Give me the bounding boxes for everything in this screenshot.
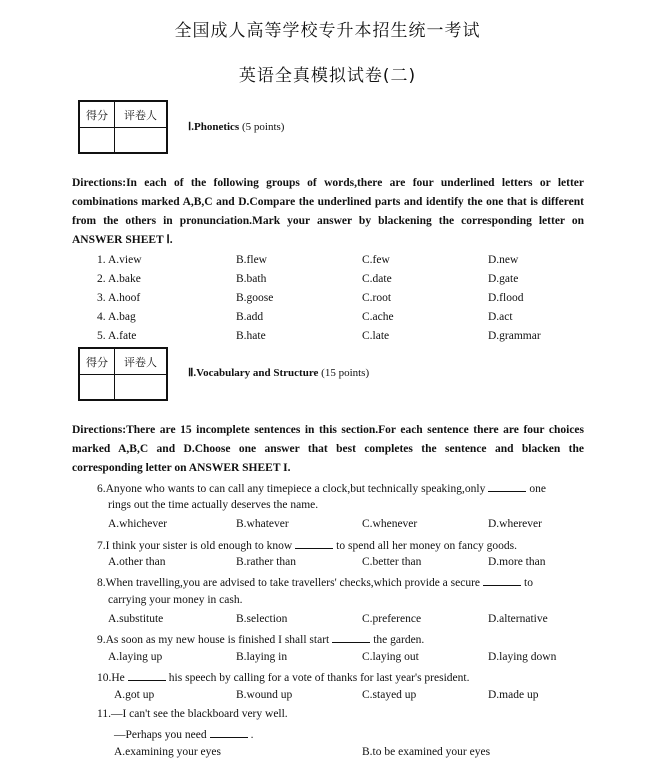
q5-option-c: C.late	[362, 330, 390, 342]
question-3-number	[97, 292, 106, 304]
answer-blank	[483, 575, 521, 586]
q1-option-a: A.view	[108, 254, 142, 266]
question-number: 4.	[97, 311, 106, 323]
question-text: 6.Anyone who wants to can call any timepiece a clock,but technically speaking,only	[97, 483, 486, 495]
q6-option-b: B.whatever	[236, 518, 289, 530]
question-7-line-1	[97, 538, 517, 552]
question-6-line-2: rings out the time actually deserves the name.	[108, 499, 319, 511]
q4-option-a: A.bag	[108, 311, 136, 323]
q10-option-d: D.made up	[488, 689, 539, 701]
q6-option-d: D.wherever	[488, 518, 542, 530]
question-10-line-1	[97, 670, 469, 684]
q10-option-b: B.wound up	[236, 689, 293, 701]
q2-option-a: A.bake	[108, 273, 141, 285]
question-text: his speech by calling for a vote of thanks for last year's president.	[168, 672, 470, 684]
q11-option-b: B.to be examined your eyes	[362, 746, 491, 758]
question-text: .	[250, 729, 254, 741]
answer-blank	[488, 481, 526, 492]
section-2-title: Ⅱ.Vocabulary and Structure	[188, 367, 319, 379]
q9-option-a: A.laying up	[108, 651, 163, 663]
section-1-title: Ⅰ.Phonetics	[188, 121, 240, 133]
question-number: 5.	[97, 330, 106, 342]
grader-cell	[115, 375, 167, 400]
section-1-directions: Directions:In each of the following groups of words,there are four underlined letters or letter combinations marked A,B,C and D.Compare the underlined parts and identify the one that is different from the others in pronunciation.Mark your answer by blackening the corresponding letter on ANSWER SHEET Ⅰ.	[72, 177, 584, 246]
score-cell	[80, 128, 115, 153]
q2-option-c: C.date	[362, 273, 392, 285]
q3-option-c: C.root	[362, 292, 392, 304]
grader-cell	[115, 128, 167, 153]
answer-blank	[332, 632, 370, 643]
score-label: 得分	[80, 349, 115, 375]
question-number: 1.	[97, 254, 106, 266]
answer-blank	[210, 727, 248, 738]
question-8-line-2: carrying your money in cash.	[108, 594, 243, 606]
question-2-number	[97, 273, 106, 285]
question-text: 9.As soon as my new house is finished I shall start	[97, 634, 330, 646]
q4-option-b: B.add	[236, 311, 264, 323]
q8-option-d: D.alternative	[488, 613, 548, 625]
q5-option-d: D.grammar	[488, 330, 541, 342]
question-1-number	[97, 254, 106, 266]
q9-option-b: B.laying in	[236, 651, 288, 663]
question-text: one	[529, 483, 546, 495]
score-box-1	[78, 100, 168, 154]
q3-option-a: A.hoof	[108, 292, 141, 304]
q7-option-d: D.more than	[488, 556, 546, 568]
q6-option-a: A.whichever	[108, 518, 168, 530]
q7-option-c: C.better than	[362, 556, 422, 568]
question-9-line-1	[97, 632, 424, 646]
answer-blank	[128, 670, 166, 681]
q8-option-b: B.selection	[236, 613, 288, 625]
question-6-line-1	[97, 481, 546, 495]
exam-title: 全国成人高等学校专升本招生统一考试	[174, 21, 481, 41]
q3-option-b: B.goose	[236, 292, 274, 304]
score-cell	[80, 375, 115, 400]
q10-option-a: A.got up	[114, 689, 155, 701]
score-label: 得分	[80, 102, 115, 128]
q8-option-c: C.preference	[362, 613, 422, 625]
section-2-points: (15 points)	[321, 367, 370, 379]
question-number: 2.	[97, 273, 106, 285]
q2-option-b: B.bath	[236, 273, 267, 285]
question-number: 3.	[97, 292, 106, 304]
question-text: 8.When travelling,you are advised to take travellers' checks,which provide a secure	[97, 577, 481, 589]
question-text: 10.He	[97, 672, 125, 684]
q5-option-a: A.fate	[108, 330, 137, 342]
question-11-line-2	[114, 727, 254, 741]
question-text: to	[524, 577, 533, 589]
q1-option-b: B.flew	[236, 254, 267, 266]
q9-option-d: D.laying down	[488, 651, 557, 663]
q1-option-d: D.new	[488, 254, 519, 266]
question-text: the garden.	[373, 634, 425, 646]
question-text: to spend all her money on fancy goods.	[336, 540, 517, 552]
section-1-points: (5 points)	[241, 121, 285, 133]
section-1-heading	[188, 120, 284, 133]
question-5-number	[97, 330, 106, 342]
section-2-heading	[188, 366, 369, 379]
answer-blank	[295, 538, 333, 549]
exam-subtitle: 英语全真模拟试卷(二)	[238, 66, 417, 86]
q9-option-c: C.laying out	[362, 651, 419, 663]
q7-option-b: B.rather than	[236, 556, 297, 568]
score-box-2	[78, 347, 168, 401]
q4-option-d: D.act	[488, 311, 513, 323]
q4-option-c: C.ache	[362, 311, 394, 323]
q3-option-d: D.flood	[488, 292, 524, 304]
q1-option-c: C.few	[362, 254, 390, 266]
question-text: —Perhaps you need	[114, 729, 207, 741]
question-4-number	[97, 311, 106, 323]
q11-option-a: A.examining your eyes	[114, 746, 221, 758]
section-2-directions: Directions:There are 15 incomplete sentences in this section.For each sentence there are four choices marked A,B,C and D.Choose one answer that best completes the sentence and blacken the corresponding letter on ANSWER SHEET I.	[72, 424, 584, 474]
q7-option-a: A.other than	[108, 556, 166, 568]
q6-option-c: C.whenever	[362, 518, 418, 530]
grader-label: 评卷人	[115, 102, 167, 128]
question-11-line-1: 11.—I can't see the blackboard very well.	[97, 708, 288, 720]
question-text: 7.I think your sister is old enough to know	[97, 540, 293, 552]
q2-option-d: D.gate	[488, 273, 519, 285]
q8-option-a: A.substitute	[108, 613, 164, 625]
grader-label: 评卷人	[115, 349, 167, 375]
q10-option-c: C.stayed up	[362, 689, 417, 701]
question-8-line-1	[97, 575, 533, 589]
q5-option-b: B.hate	[236, 330, 266, 342]
